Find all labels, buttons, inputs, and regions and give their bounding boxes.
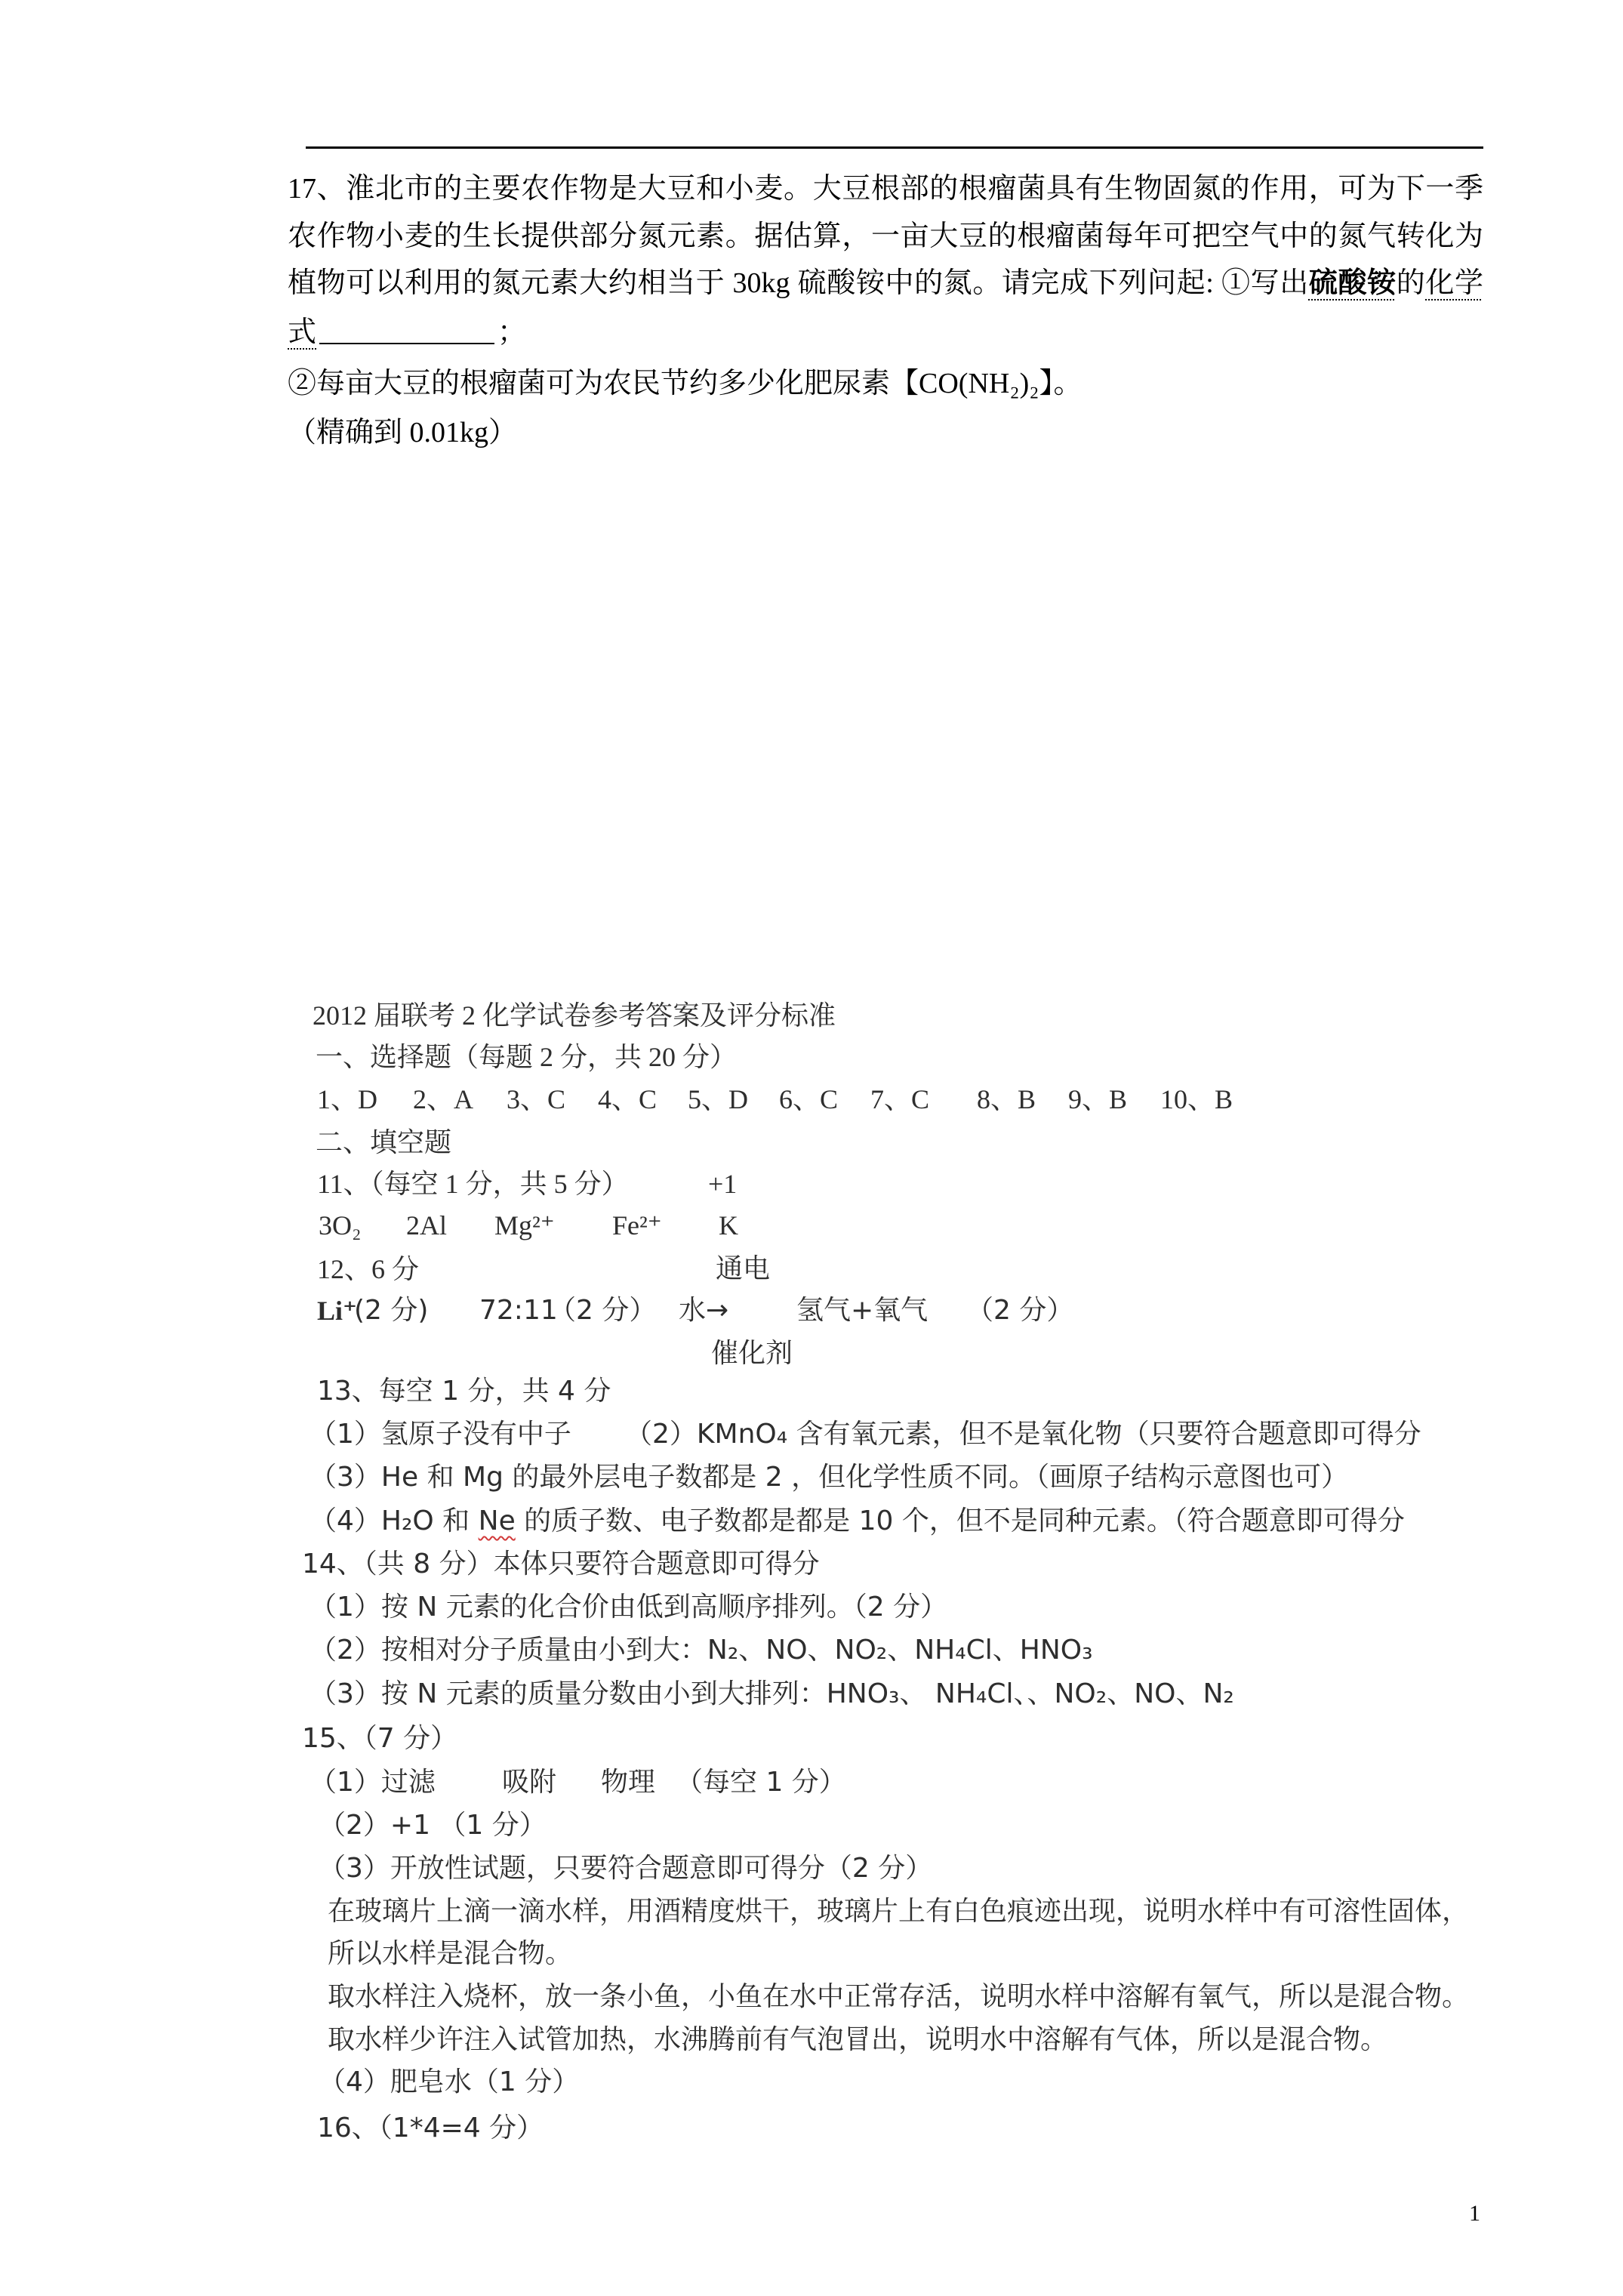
q11-valence: +1 xyxy=(708,1169,738,1199)
q17-line-4-semicolon: ； xyxy=(497,316,527,348)
section-2-heading: 二、填空题 xyxy=(316,1127,452,1157)
q11-answer: 3O₂ xyxy=(319,1210,362,1240)
q13-answer-4-start: （4）H₂O 和 xyxy=(310,1505,479,1536)
choice-answer: 9、B xyxy=(1068,1084,1128,1114)
q13-answer-4 xyxy=(310,1503,1405,1539)
q14-answer-2: （2）按相对分子质量由小到大：N₂、NO、NO₂、NH₄Cl、HNO₃ xyxy=(310,1635,1093,1666)
q17-line-3-particle: 的 xyxy=(1396,267,1426,299)
q12-products-score: （2 分） xyxy=(966,1295,1074,1326)
q15-answer-2: （2）+1 （1 分） xyxy=(319,1810,547,1841)
choice-answer: 5、D xyxy=(688,1084,748,1114)
q13-answer-4-rest: 的质子数、电子数都是都是 10 个，但不是同种元素。（符合题意即可得分 xyxy=(515,1505,1405,1536)
chemical-formula-term-end: 式 xyxy=(288,316,317,348)
ammonium-sulfate-term: 硫酸铵 xyxy=(1308,267,1397,299)
choice-answer: 3、C xyxy=(507,1084,566,1114)
page-number: 1 xyxy=(1469,2201,1480,2226)
q13-answer-3: （3）He 和 Mg 的最外层电子数都是 2 ，但化学性质不同。（画原子结构示意图也可） xyxy=(310,1462,1349,1493)
q17-line-5: ②每亩大豆的根瘤菌可为农民节约多少化肥尿素【CO(NH₂)₂】。 xyxy=(288,368,1083,399)
q17-line-2: 农作物小麦的生长提供部分氮元素。据估算，一亩大豆的根瘤菌每年可把空气中的氮气转化为 xyxy=(288,220,1483,252)
q15-answer-1-filtration: （1）过滤 xyxy=(310,1767,436,1798)
section-1-heading: 一、选择题（每题 2 分，共 20 分） xyxy=(316,1042,738,1072)
q11-answer: Fe²⁺ xyxy=(612,1210,662,1240)
q11-heading: 11、（每空 1 分，共 5 分） xyxy=(317,1169,629,1199)
q12-condition-top: 通电 xyxy=(716,1253,771,1284)
q12-products: 氢气+氧气 xyxy=(796,1295,929,1326)
q15-answer-3: （3）开放性试题，只要符合题意即可得分（2 分） xyxy=(319,1853,933,1884)
q14-heading: 14、（共 8 分）本体只要符合题意即可得分 xyxy=(302,1549,820,1579)
q15-heading: 15、（7 分） xyxy=(302,1723,458,1754)
q12-ion: Li⁺ xyxy=(317,1296,358,1326)
q11-answer: 2Al xyxy=(406,1210,447,1240)
answer-key-title: 2012 届联考 2 化学试卷参考答案及评分标准 xyxy=(313,1000,836,1031)
q15-answer-3-method-3: 取水样少许注入试管加热，水沸腾前有气泡冒出，说明水中溶解有气体，所以是混合物。 xyxy=(328,2024,1388,2055)
q17-line-3-text: 植物可以利用的氮元素大约相当于 30kg 硫酸铵中的氮。请完成下列问起: ①写出 xyxy=(288,267,1309,299)
q15-answer-4: （4）肥皂水（1 分） xyxy=(319,2066,580,2097)
q12-reactant: 水→ xyxy=(679,1295,729,1326)
q14-answer-1: （1）按 N 元素的化合价由低到高顺序排列。（2 分） xyxy=(310,1592,948,1623)
q13-answer-1: （1）氢原子没有中子 xyxy=(310,1419,571,1450)
q15-answer-3-method-1-cont: 所以水样是混合物。 xyxy=(328,1938,573,1969)
q15-answer-3-method-1: 在玻璃片上滴一滴水样，用酒精度烘干，玻璃片上有白色痕迹出现，说明水样中有可溶性固体， xyxy=(328,1896,1470,1927)
q15-answer-1-physical: 物理 xyxy=(601,1767,656,1798)
q15-answer-1-score: （每空 1 分） xyxy=(676,1767,846,1798)
q12-ratio-score: （2 分） xyxy=(549,1295,657,1326)
q14-answer-3: （3）按 N 元素的质量分数由小到大排列：HNO₃、 NH₄Cl、、NO₂、NO、N₂ xyxy=(310,1678,1234,1709)
q15-answer-1-adsorption: 吸附 xyxy=(502,1767,557,1798)
q13-answer-2: （2）KMnO₄ 含有氧元素，但不是氧化物（只要符合题意即可得分 xyxy=(625,1419,1421,1450)
q17-line-1: 17、淮北市的主要农作物是大豆和小麦。大豆根部的根瘤菌具有生物固氮的作用，可为下一季 xyxy=(288,173,1483,205)
choice-answer: 7、C xyxy=(870,1084,930,1114)
chemical-formula-term-start: 化学 xyxy=(1425,267,1483,299)
q16-heading: 16、（1*4=4 分） xyxy=(317,2113,544,2143)
choice-answer: 1、D xyxy=(317,1084,377,1114)
q12-condition-bottom: 催化剂 xyxy=(711,1338,793,1369)
choice-answer: 10、B xyxy=(1160,1084,1233,1114)
q12-ratio: 72:11 xyxy=(479,1295,558,1326)
choice-answer: 2、A xyxy=(413,1084,473,1114)
q11-answer: K xyxy=(719,1210,738,1240)
q12-ion-score: (2 分) xyxy=(354,1295,429,1326)
q13-heading: 13、每空 1 分，共 4 分 xyxy=(317,1376,611,1407)
choice-answer: 4、C xyxy=(598,1084,658,1114)
q12-heading: 12、6 分 xyxy=(317,1254,420,1284)
q15-answer-3-method-2: 取水样注入烧杯，放一条小鱼，小鱼在水中正常存活，说明水样中溶解有氧气，所以是混合物。 xyxy=(328,1981,1470,2012)
choice-answer: 6、C xyxy=(779,1084,839,1114)
neon-symbol: Ne xyxy=(478,1505,516,1536)
q11-answer: Mg²⁺ xyxy=(494,1210,555,1240)
choice-answer: 8、B xyxy=(977,1084,1036,1114)
q17-line-6: （精确到 0.01kg） xyxy=(288,417,518,448)
